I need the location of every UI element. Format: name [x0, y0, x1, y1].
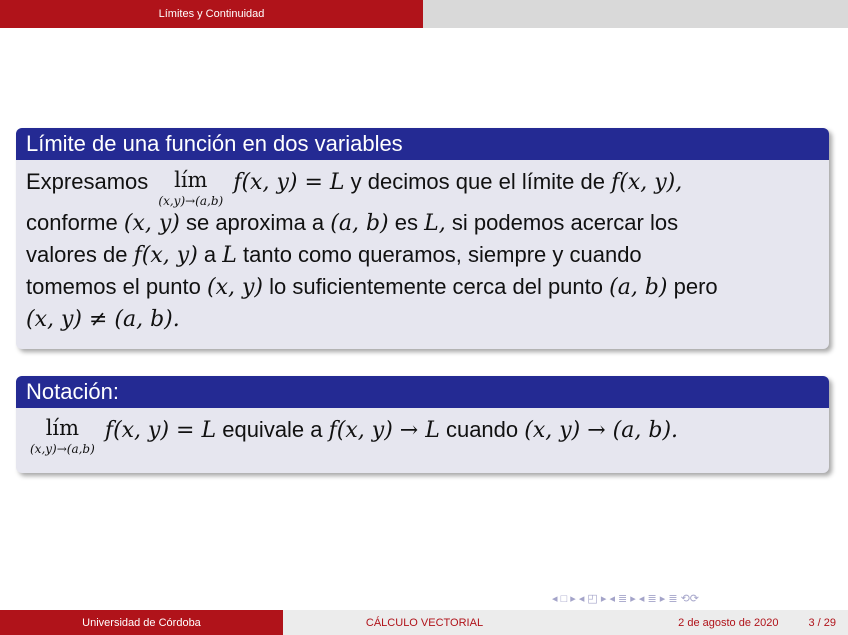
definition-block — [16, 128, 829, 349]
math: (x, y) → (a, b). — [524, 418, 679, 443]
text: y decimos que el límite de — [350, 169, 605, 194]
lim-word: lím — [45, 416, 80, 440]
text: si podemos acercar los — [451, 210, 679, 235]
math: (a, b) — [330, 211, 389, 236]
footer-institution: Universidad de Córdoba — [0, 610, 283, 635]
limit-operator — [30, 414, 95, 455]
text: se aproxima a — [185, 210, 325, 235]
footer-right — [566, 610, 848, 635]
footer-bar — [0, 610, 848, 635]
math: L, — [424, 211, 446, 236]
math: (x, y) ≠ (a, b). — [26, 307, 180, 332]
definition-body — [16, 160, 829, 343]
text: valores de — [26, 242, 128, 267]
section-title: Límites y Continuidad — [0, 0, 423, 28]
notation-body — [16, 408, 829, 463]
math: f(x, y) — [133, 243, 198, 268]
math: L — [222, 243, 237, 268]
footer-course: CÁLCULO VECTORIAL — [283, 610, 566, 635]
footer-page-number: 3 / 29 — [808, 616, 836, 629]
text: tanto como queramos, siempre y cuando — [243, 242, 642, 267]
math: f(x, y), — [611, 170, 683, 195]
definition-line-1 — [26, 166, 819, 207]
definition-line-4 — [26, 271, 819, 303]
text: tomemos el punto — [26, 274, 201, 299]
math: (a, b) — [609, 275, 668, 300]
text: es — [394, 210, 419, 235]
footer-date: 2 de agosto de 2020 — [678, 616, 779, 629]
text: Expresamos — [26, 169, 149, 194]
text: lo suficientemente cerca del punto — [269, 274, 603, 299]
lim-word: lím — [174, 168, 208, 192]
math: f(x, y) → L — [328, 418, 440, 443]
definition-line-5 — [26, 303, 819, 335]
math: (x, y) — [207, 275, 263, 300]
math: (x, y) — [123, 211, 180, 236]
lim-subscript: (x,y)→(a,b) — [30, 442, 95, 456]
text: a — [203, 242, 217, 267]
text: pero — [673, 274, 718, 299]
definition-line-3 — [26, 239, 819, 271]
notation-block — [16, 376, 829, 473]
text: cuando — [445, 417, 519, 442]
text: conforme — [26, 210, 118, 235]
lim-subscript: (x,y)→(a,b) — [158, 194, 224, 208]
beamer-navigation-icons[interactable]: ◂ □ ▸ ◂ ◰ ▸ ◂ ≣ ▸ ◂ ≣ ▸ ≣ ⟲⟳ — [552, 592, 700, 605]
header-right-strip — [423, 0, 848, 28]
header-bar — [0, 0, 848, 28]
limit-operator — [158, 166, 223, 207]
text: equivale a — [222, 417, 323, 442]
notation-title: Notación: — [16, 376, 829, 408]
math: f(x, y) = L — [104, 418, 217, 443]
definition-title: Límite de una función en dos variables — [16, 128, 829, 160]
math: f(x, y) = L — [233, 170, 345, 195]
definition-line-2 — [26, 207, 819, 239]
